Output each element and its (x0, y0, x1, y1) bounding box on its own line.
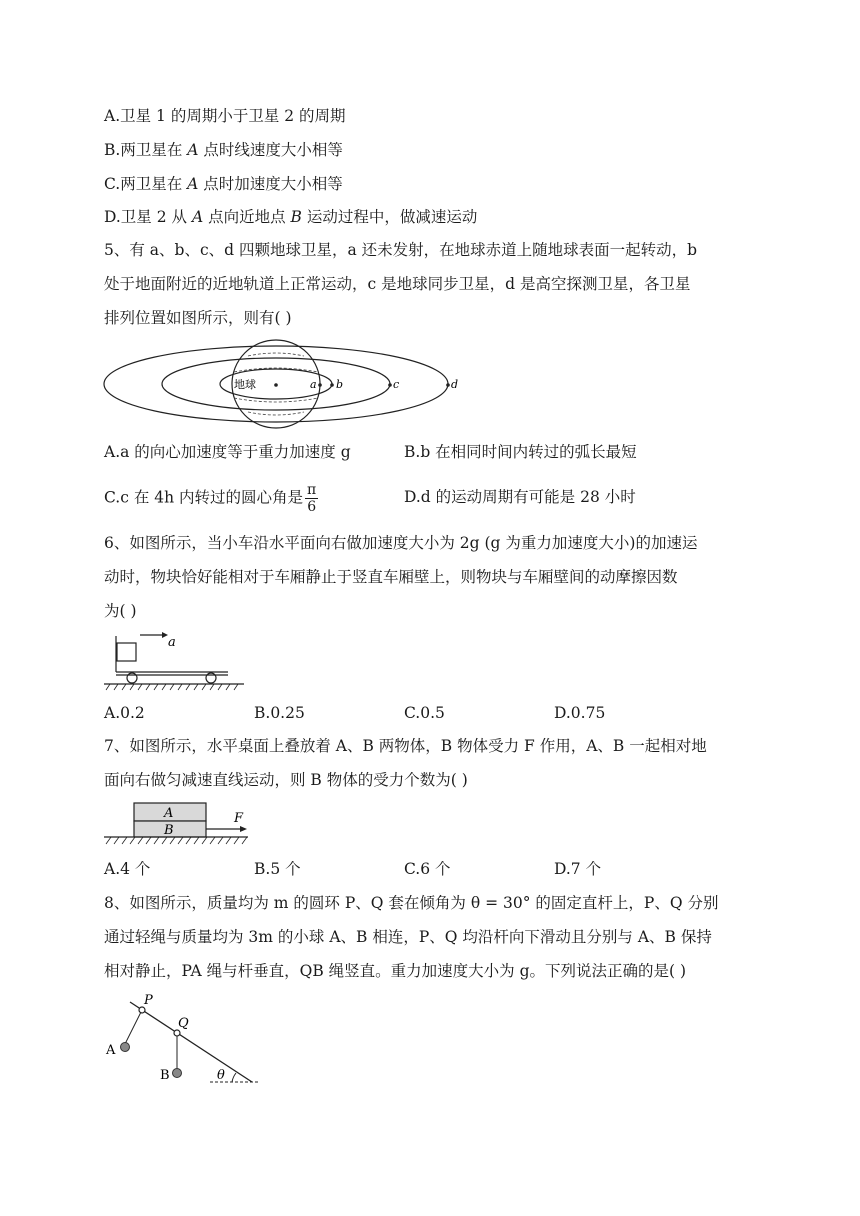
q6-option-c: C.0.5 (404, 704, 445, 722)
q7-option-c: C.6 个 (404, 860, 451, 878)
q6-stem-line1: 6、如图所示，当小车沿水平面向右做加速度大小为 2g (g 为重力加速度大小)的加速运 (104, 534, 698, 552)
q4-option-c: C.两卫星在 A 点时加速度大小相等 (104, 175, 343, 193)
q5-fig-label-b: b (336, 378, 344, 391)
q8-fig-label-a: A (106, 1043, 116, 1058)
q6-stem-line2: 动时，物块恰好能相对于车厢静止于竖直车厢壁上，则物块与车厢壁间的动摩擦因数 (104, 568, 678, 586)
q8-fig-label-theta: θ (217, 1068, 225, 1083)
q7-fig-label-a: A (164, 806, 174, 821)
q5-fig-label-d: d (451, 378, 459, 391)
q8-fig-label-p: P (144, 993, 153, 1008)
q7-fig-label-f: F (234, 811, 244, 826)
q7-stem-line1: 7、如图所示，水平桌面上叠放着 A、B 两物体，B 物体受力 F 作用，A、B 一起相对地 (104, 737, 707, 755)
q8-fig-label-b: B (160, 1068, 170, 1083)
q4-option-b: B.两卫星在 A 点时线速度大小相等 (104, 141, 343, 159)
q5-stem-line3: 排列位置如图所示，则有( ) (104, 309, 292, 327)
q7-option-a: A.4 个 (104, 860, 151, 878)
q6-stem-line3: 为( ) (104, 602, 137, 620)
q8-stem-line2: 通过轻绳与质量均为 3m 的小球 A、B 相连，P、Q 均沿杆向下滑动且分别与 A、B 保持 (104, 928, 712, 946)
q5-fig-earth-label: 地球 (234, 378, 256, 391)
q5-fig-label-c: c (393, 378, 400, 391)
q8-incline-rod-figure (100, 994, 260, 1086)
q4-option-d: D.卫星 2 从 A 点向近地点 B 运动过程中，做减速运动 (104, 208, 478, 226)
q6-fig-label-a: a (168, 635, 176, 650)
q5-option-c: C.c 在 4h 内转过的圆心角是 $\frac{\pi}{6}$ (104, 482, 317, 515)
q5-stem-line2: 处于地面附近的近地轨道上正常运动，c 是地球同步卫星，d 是高空探测卫星，各卫星 (104, 275, 691, 293)
q8-stem-line3: 相对静止，PA 绳与杆垂直，QB 绳竖直。重力加速度大小为 g。下列说法正确的是( ) (104, 962, 687, 980)
q7-stem-line2: 面向右做匀减速直线运动，则 B 物体的受力个数为( ) (104, 771, 468, 789)
q7-option-b: B.5 个 (254, 860, 301, 878)
q6-option-b: B.0.25 (254, 704, 305, 722)
q8-fig-label-q: Q (178, 1016, 189, 1031)
q7-option-d: D.7 个 (554, 860, 602, 878)
q8-stem-line1: 8、如图所示，质量均为 m 的圆环 P、Q 套在倾角为 θ = 30° 的固定直杆上，P、Q 分别 (104, 894, 719, 912)
q6-cart-figure (100, 628, 250, 692)
q5-orbit-figure (100, 336, 460, 426)
q5-option-b: B.b 在相同时间内转过的弧长最短 (404, 443, 637, 461)
q7-fig-label-b: B (164, 823, 174, 838)
q7-stacked-blocks-figure (100, 798, 260, 848)
q5-stem-line1: 5、有 a、b、c、d 四颗地球卫星，a 还未发射，在地球赤道上随地球表面一起转动，b (104, 241, 698, 259)
q5-option-d: D.d 的运动周期有可能是 28 小时 (404, 488, 636, 506)
q5-option-a: A.a 的向心加速度等于重力加速度 g (104, 443, 351, 461)
q5-fig-label-a: a (310, 378, 317, 391)
q6-option-d: D.0.75 (554, 704, 606, 722)
fraction-pi-over-6: $\frac{\pi}{6}$ (307, 482, 317, 515)
q6-option-a: A.0.2 (104, 704, 145, 722)
q4-option-a: A.卫星 1 的周期小于卫星 2 的周期 (104, 107, 346, 125)
